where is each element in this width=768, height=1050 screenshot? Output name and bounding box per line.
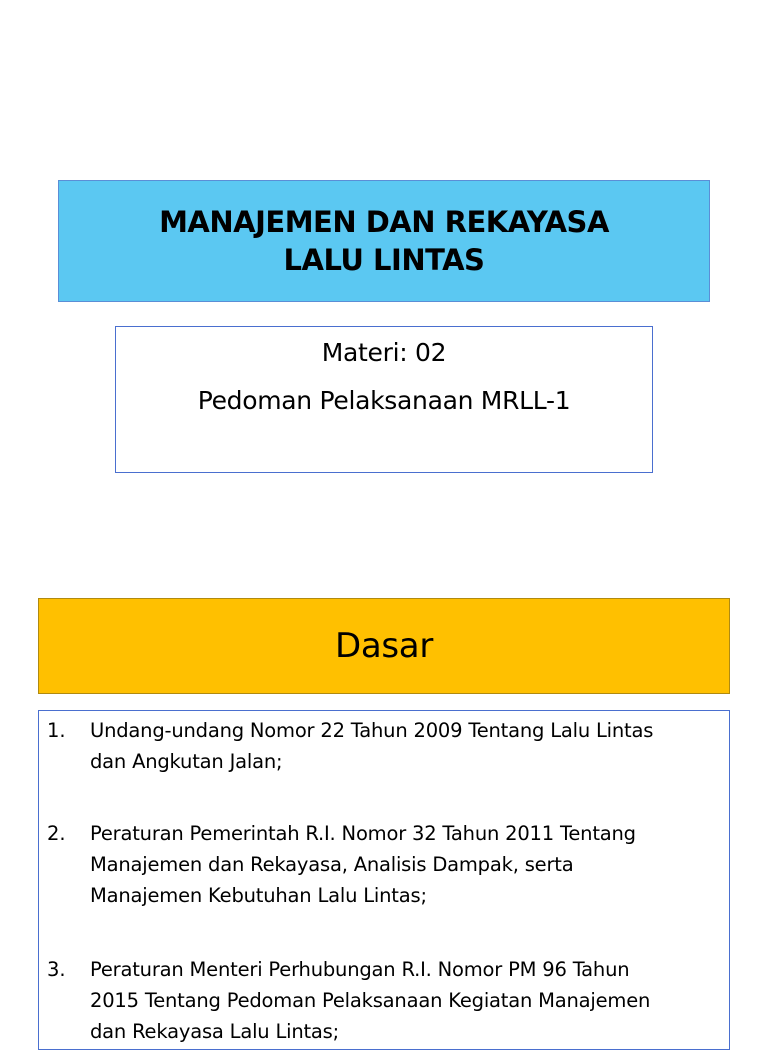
list-item-number: 2.	[47, 822, 66, 845]
slide-title-line-1: MANAJEMEN DAN REKAYASA	[159, 205, 609, 239]
legal-basis-list	[38, 710, 730, 1050]
section-banner	[38, 598, 730, 694]
list-item-text	[90, 818, 718, 911]
list-item-text	[90, 954, 718, 1047]
list-item-text	[90, 715, 718, 777]
list-item-line: Manajemen Kebutuhan Lalu Lintas;	[90, 884, 427, 907]
slide-title	[159, 203, 609, 279]
list-item-line: Peraturan Pemerintah R.I. Nomor 32 Tahun 2011 Tentang	[90, 822, 636, 845]
list-item-number: 3.	[47, 958, 66, 981]
list-item-line: Peraturan Menteri Perhubungan R.I. Nomor PM 96 Tahun	[90, 958, 630, 981]
section-heading: Dasar	[334, 626, 434, 666]
slide-title-line-2: LALU LINTAS	[283, 243, 485, 277]
list-item-line: Undang-undang Nomor 22 Tahun 2009 Tentang Lalu Lintas	[90, 719, 654, 742]
list-item-line: 2015 Tentang Pedoman Pelaksanaan Kegiatan Manajemen	[90, 989, 651, 1012]
list-item-number: 1.	[47, 719, 66, 742]
subtitle-box	[115, 326, 653, 473]
list-item-line: dan Angkutan Jalan;	[90, 750, 283, 773]
list-item-line: Manajemen dan Rekayasa, Analisis Dampak, serta	[90, 853, 574, 876]
materi-label: Materi: 02	[321, 338, 447, 367]
title-banner	[58, 180, 710, 302]
list-item-line: dan Rekayasa Lalu Lintas;	[90, 1020, 340, 1043]
materi-name: Pedoman Pelaksanaan MRLL-1	[197, 386, 571, 415]
